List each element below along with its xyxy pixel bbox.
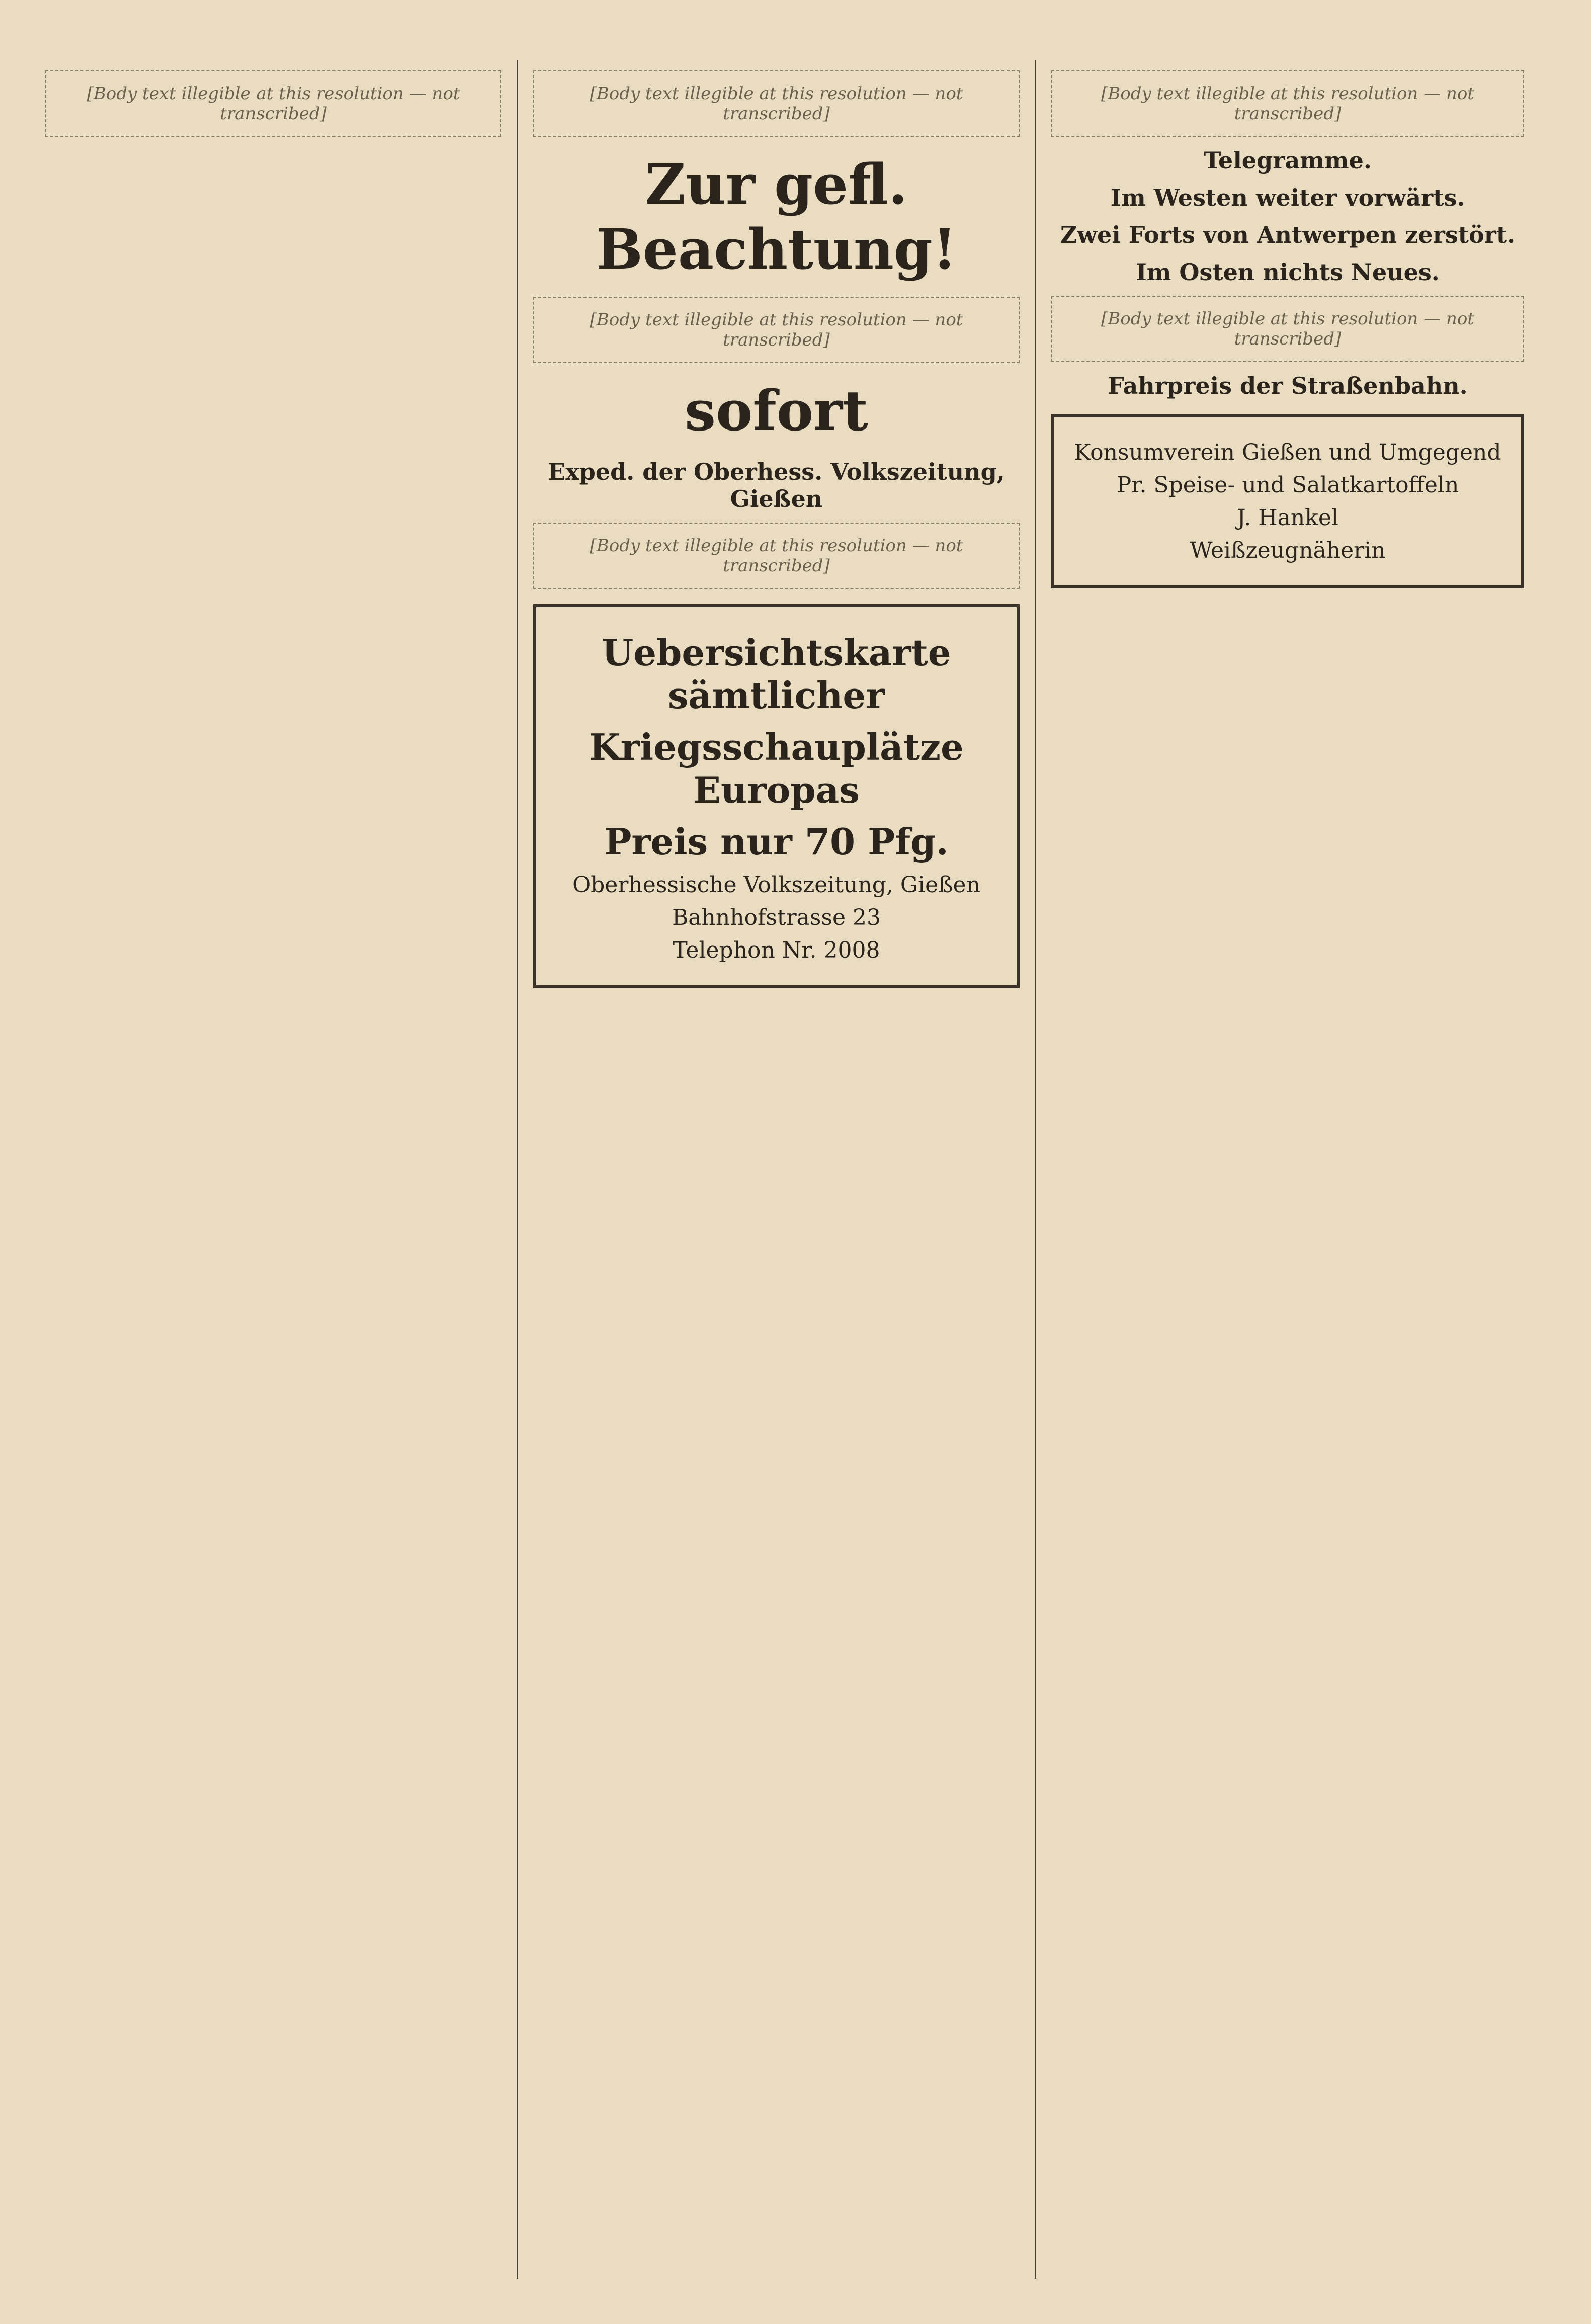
illegible-text-block: [Body text illegible at this resolution — not transcribed] bbox=[1051, 70, 1524, 137]
coop-ad-product-1: Pr. Speise- und Salatkartoffeln bbox=[1116, 472, 1459, 498]
map-ad-price: Preis nur 70 Pfg. bbox=[604, 820, 949, 863]
coop-ad-product-2: Weißzeugnäherin bbox=[1190, 538, 1386, 563]
column-right bbox=[1036, 60, 1539, 2279]
map-ad-publisher: Oberhessische Volkszeitung, Gießen bbox=[572, 872, 980, 898]
telegrams-subhead-2: Im Osten nichts Neues. bbox=[1136, 259, 1440, 286]
notice-signature: Exped. der Oberhess. Volkszeitung, Gießen bbox=[548, 458, 1005, 512]
illegible-text-block: [Body text illegible at this resolution — not transcribed] bbox=[1051, 296, 1524, 362]
illegible-text-block: [Body text illegible at this resolution — not transcribed] bbox=[533, 523, 1020, 589]
map-ad-phone: Telephon Nr. 2008 bbox=[673, 937, 880, 963]
column-left bbox=[30, 60, 518, 2279]
telegrams-headline: Im Westen weiter vorwärts. bbox=[1110, 184, 1465, 211]
coop-ad-merchant: J. Hankel bbox=[1237, 505, 1338, 531]
map-advertisement bbox=[533, 604, 1020, 988]
coop-ad-title: Konsumverein Gießen und Umgegend bbox=[1074, 440, 1501, 465]
illegible-text-block: [Body text illegible at this resolution — not transcribed] bbox=[533, 70, 1020, 137]
tram-notice-heading: Fahrpreis der Straßenbahn. bbox=[1108, 372, 1468, 399]
illegible-text-block: [Body text illegible at this resolution — not transcribed] bbox=[45, 70, 501, 137]
map-ad-address: Bahnhofstrasse 23 bbox=[672, 905, 881, 930]
notice-heading: Zur gefl. Beachtung! bbox=[596, 152, 957, 282]
notice-emphasis: sofort bbox=[685, 378, 868, 443]
column-middle bbox=[518, 60, 1036, 2279]
telegrams-heading: Telegramme. bbox=[1204, 147, 1372, 174]
map-ad-title-1: Uebersichtskarte sämtlicher bbox=[602, 631, 951, 717]
coop-advertisement bbox=[1051, 414, 1524, 588]
map-ad-title-2: Kriegsschauplätze Europas bbox=[589, 726, 964, 811]
illegible-text-block: [Body text illegible at this resolution — not transcribed] bbox=[533, 297, 1020, 363]
telegrams-subhead-1: Zwei Forts von Antwerpen zerstört. bbox=[1060, 221, 1516, 248]
